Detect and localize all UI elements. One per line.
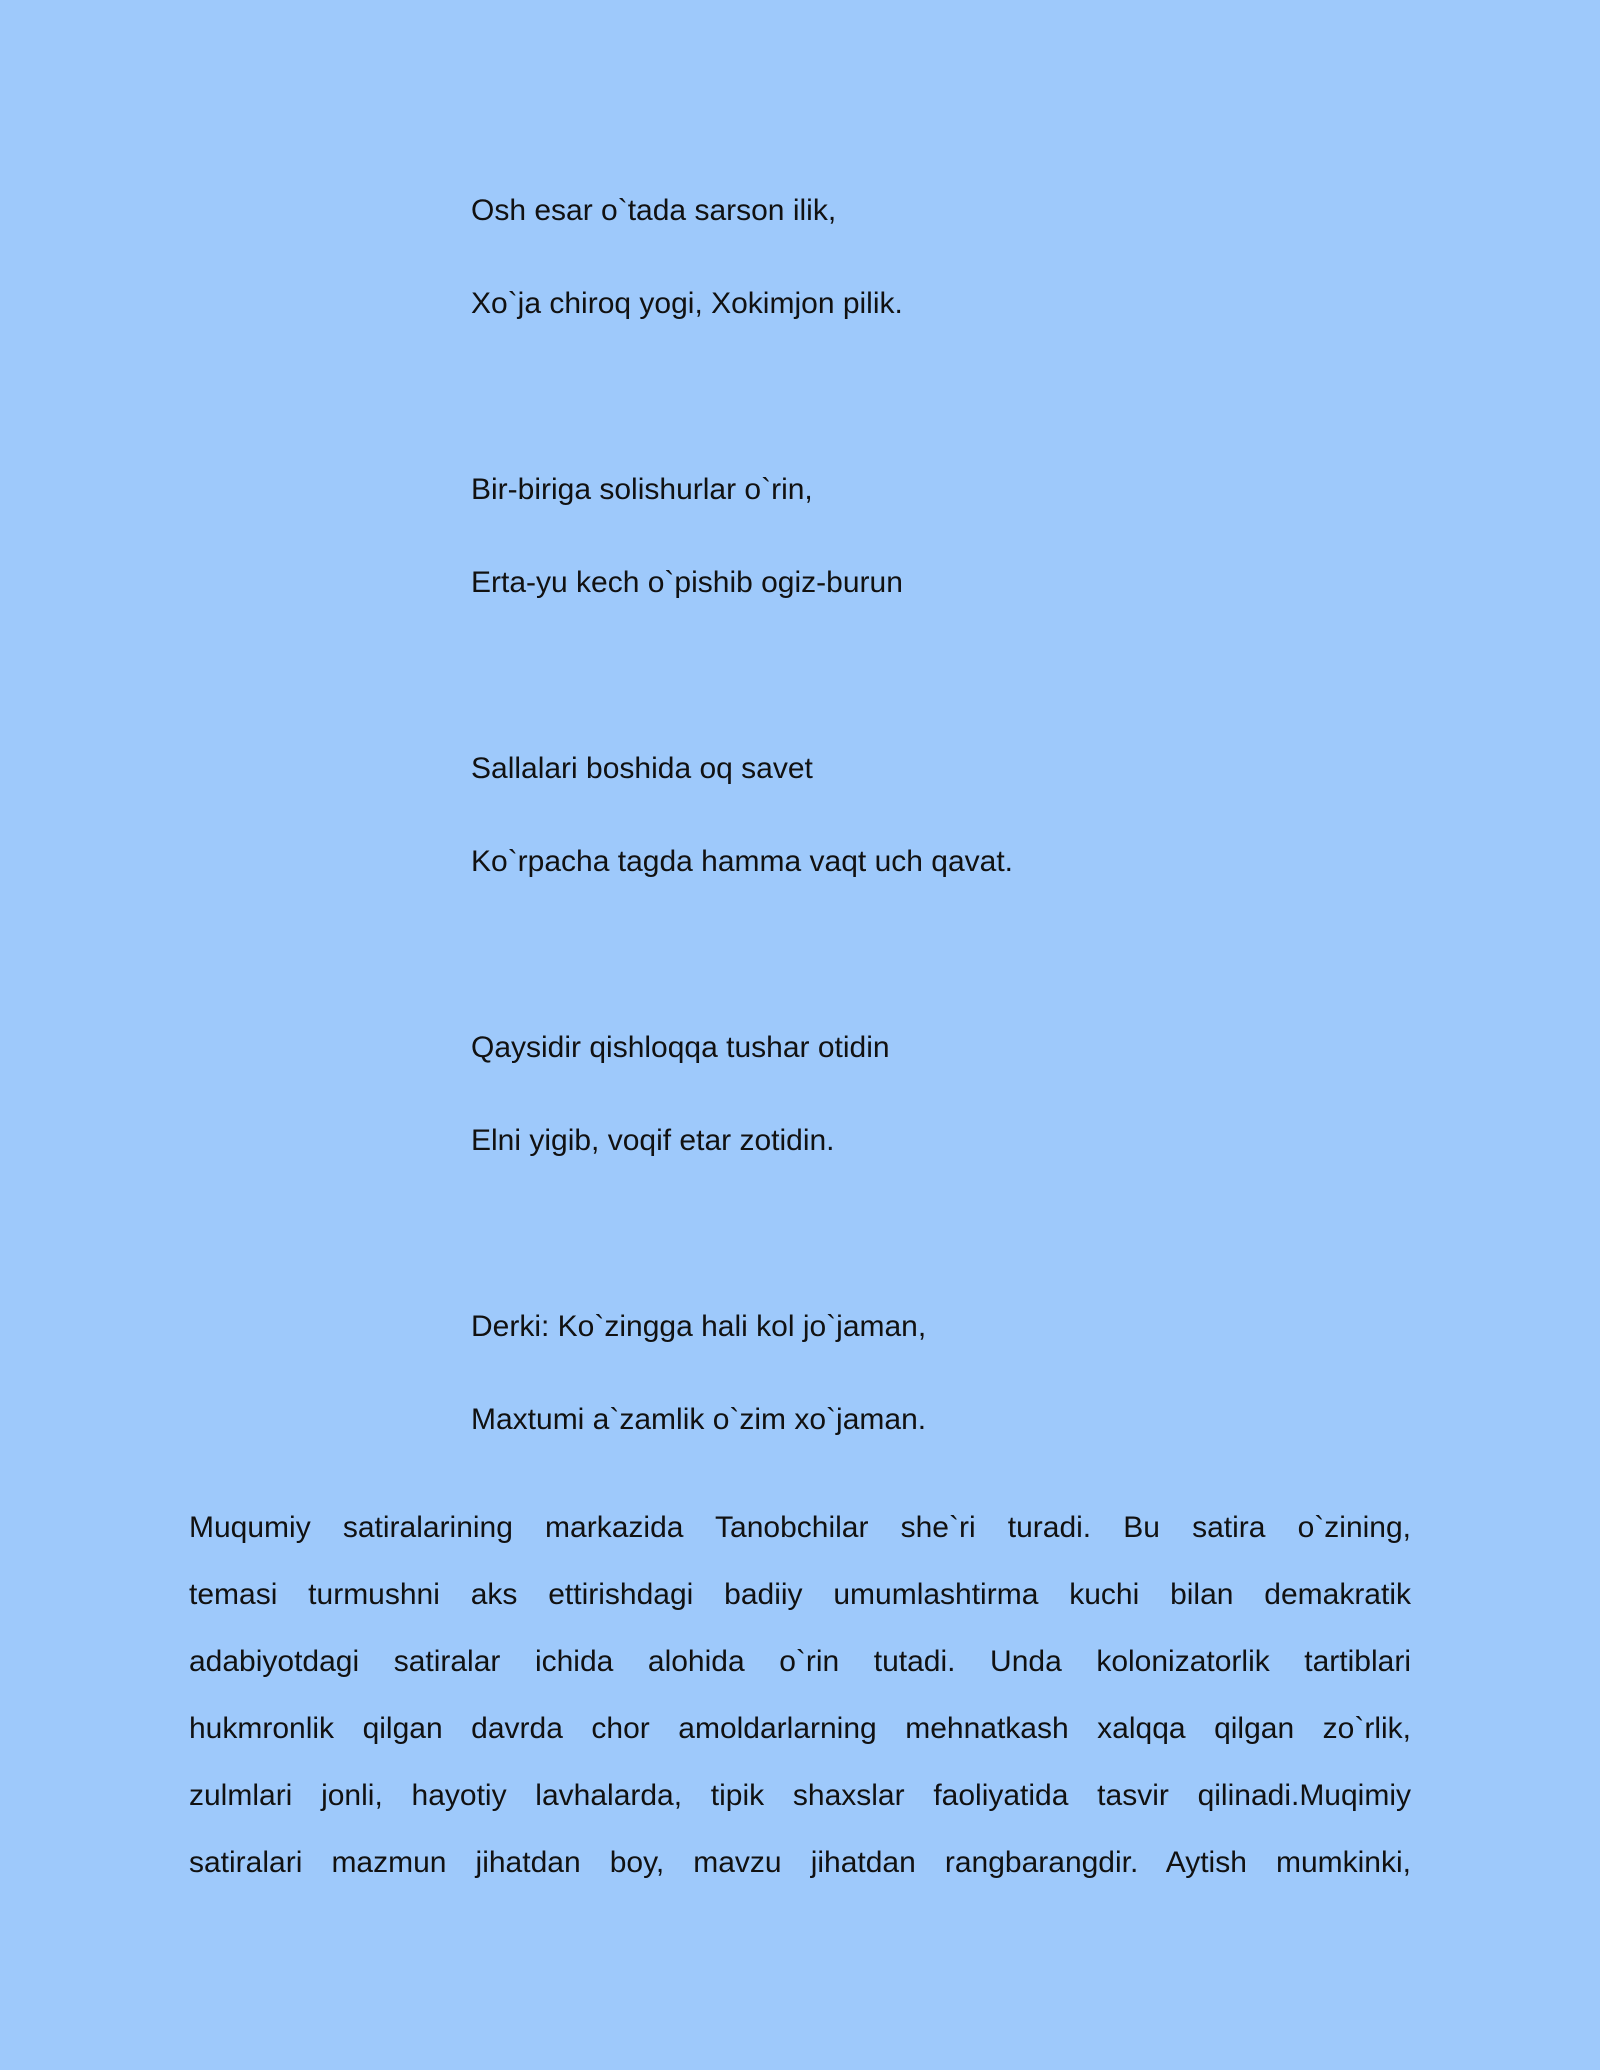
verse-line: Derki: Ko`zingga hali kol jo`jaman, bbox=[471, 1310, 927, 1343]
paragraph-line: hukmronlik qilgan davrda chor amoldarlarning mehnatkash xalqqa qilgan zo`rlik, bbox=[189, 1712, 1411, 1745]
paragraph-line: zulmlari jonli, hayotiy lavhalarda, tipik shaxslar faoliyatida tasvir qilinadi.Muqimiy bbox=[189, 1779, 1411, 1812]
verse-line: Elni yigib, voqif etar zotidin. bbox=[471, 1124, 835, 1157]
verse-line: Ko`rpacha tagda hamma vaqt uch qavat. bbox=[471, 845, 1013, 878]
paragraph-line: temasi turmushni aks ettirishdagi badiiy umumlashtirma kuchi bilan demakratik bbox=[189, 1578, 1411, 1611]
verse-line: Xo`ja chiroq yogi, Xokimjon pilik. bbox=[471, 287, 903, 320]
verse-line: Erta-yu kech o`pishib ogiz-burun bbox=[471, 566, 903, 599]
verse-line: Bir-biriga solishurlar o`rin, bbox=[471, 473, 813, 506]
paragraph-line: satiralari mazmun jihatdan boy, mavzu jihatdan rangbarangdir. Aytish mumkinki, bbox=[189, 1846, 1411, 1879]
verse-line: Osh esar o`tada sarson ilik, bbox=[471, 194, 837, 227]
body-paragraph bbox=[189, 1494, 1411, 1896]
verse-line: Maxtumi a`zamlik o`zim xo`jaman. bbox=[471, 1403, 927, 1436]
paragraph-line: adabiyotdagi satiralar ichida alohida o`rin tutadi. Unda kolonizatorlik tartiblari bbox=[189, 1645, 1411, 1678]
paragraph-line: Muqumiy satiralarining markazida Tanobchilar she`ri turadi. Bu satira o`zining, bbox=[189, 1511, 1411, 1544]
verse-line: Qaysidir qishloqqa tushar otidin bbox=[471, 1031, 890, 1064]
verse-line: Sallalari boshida oq savet bbox=[471, 752, 813, 785]
